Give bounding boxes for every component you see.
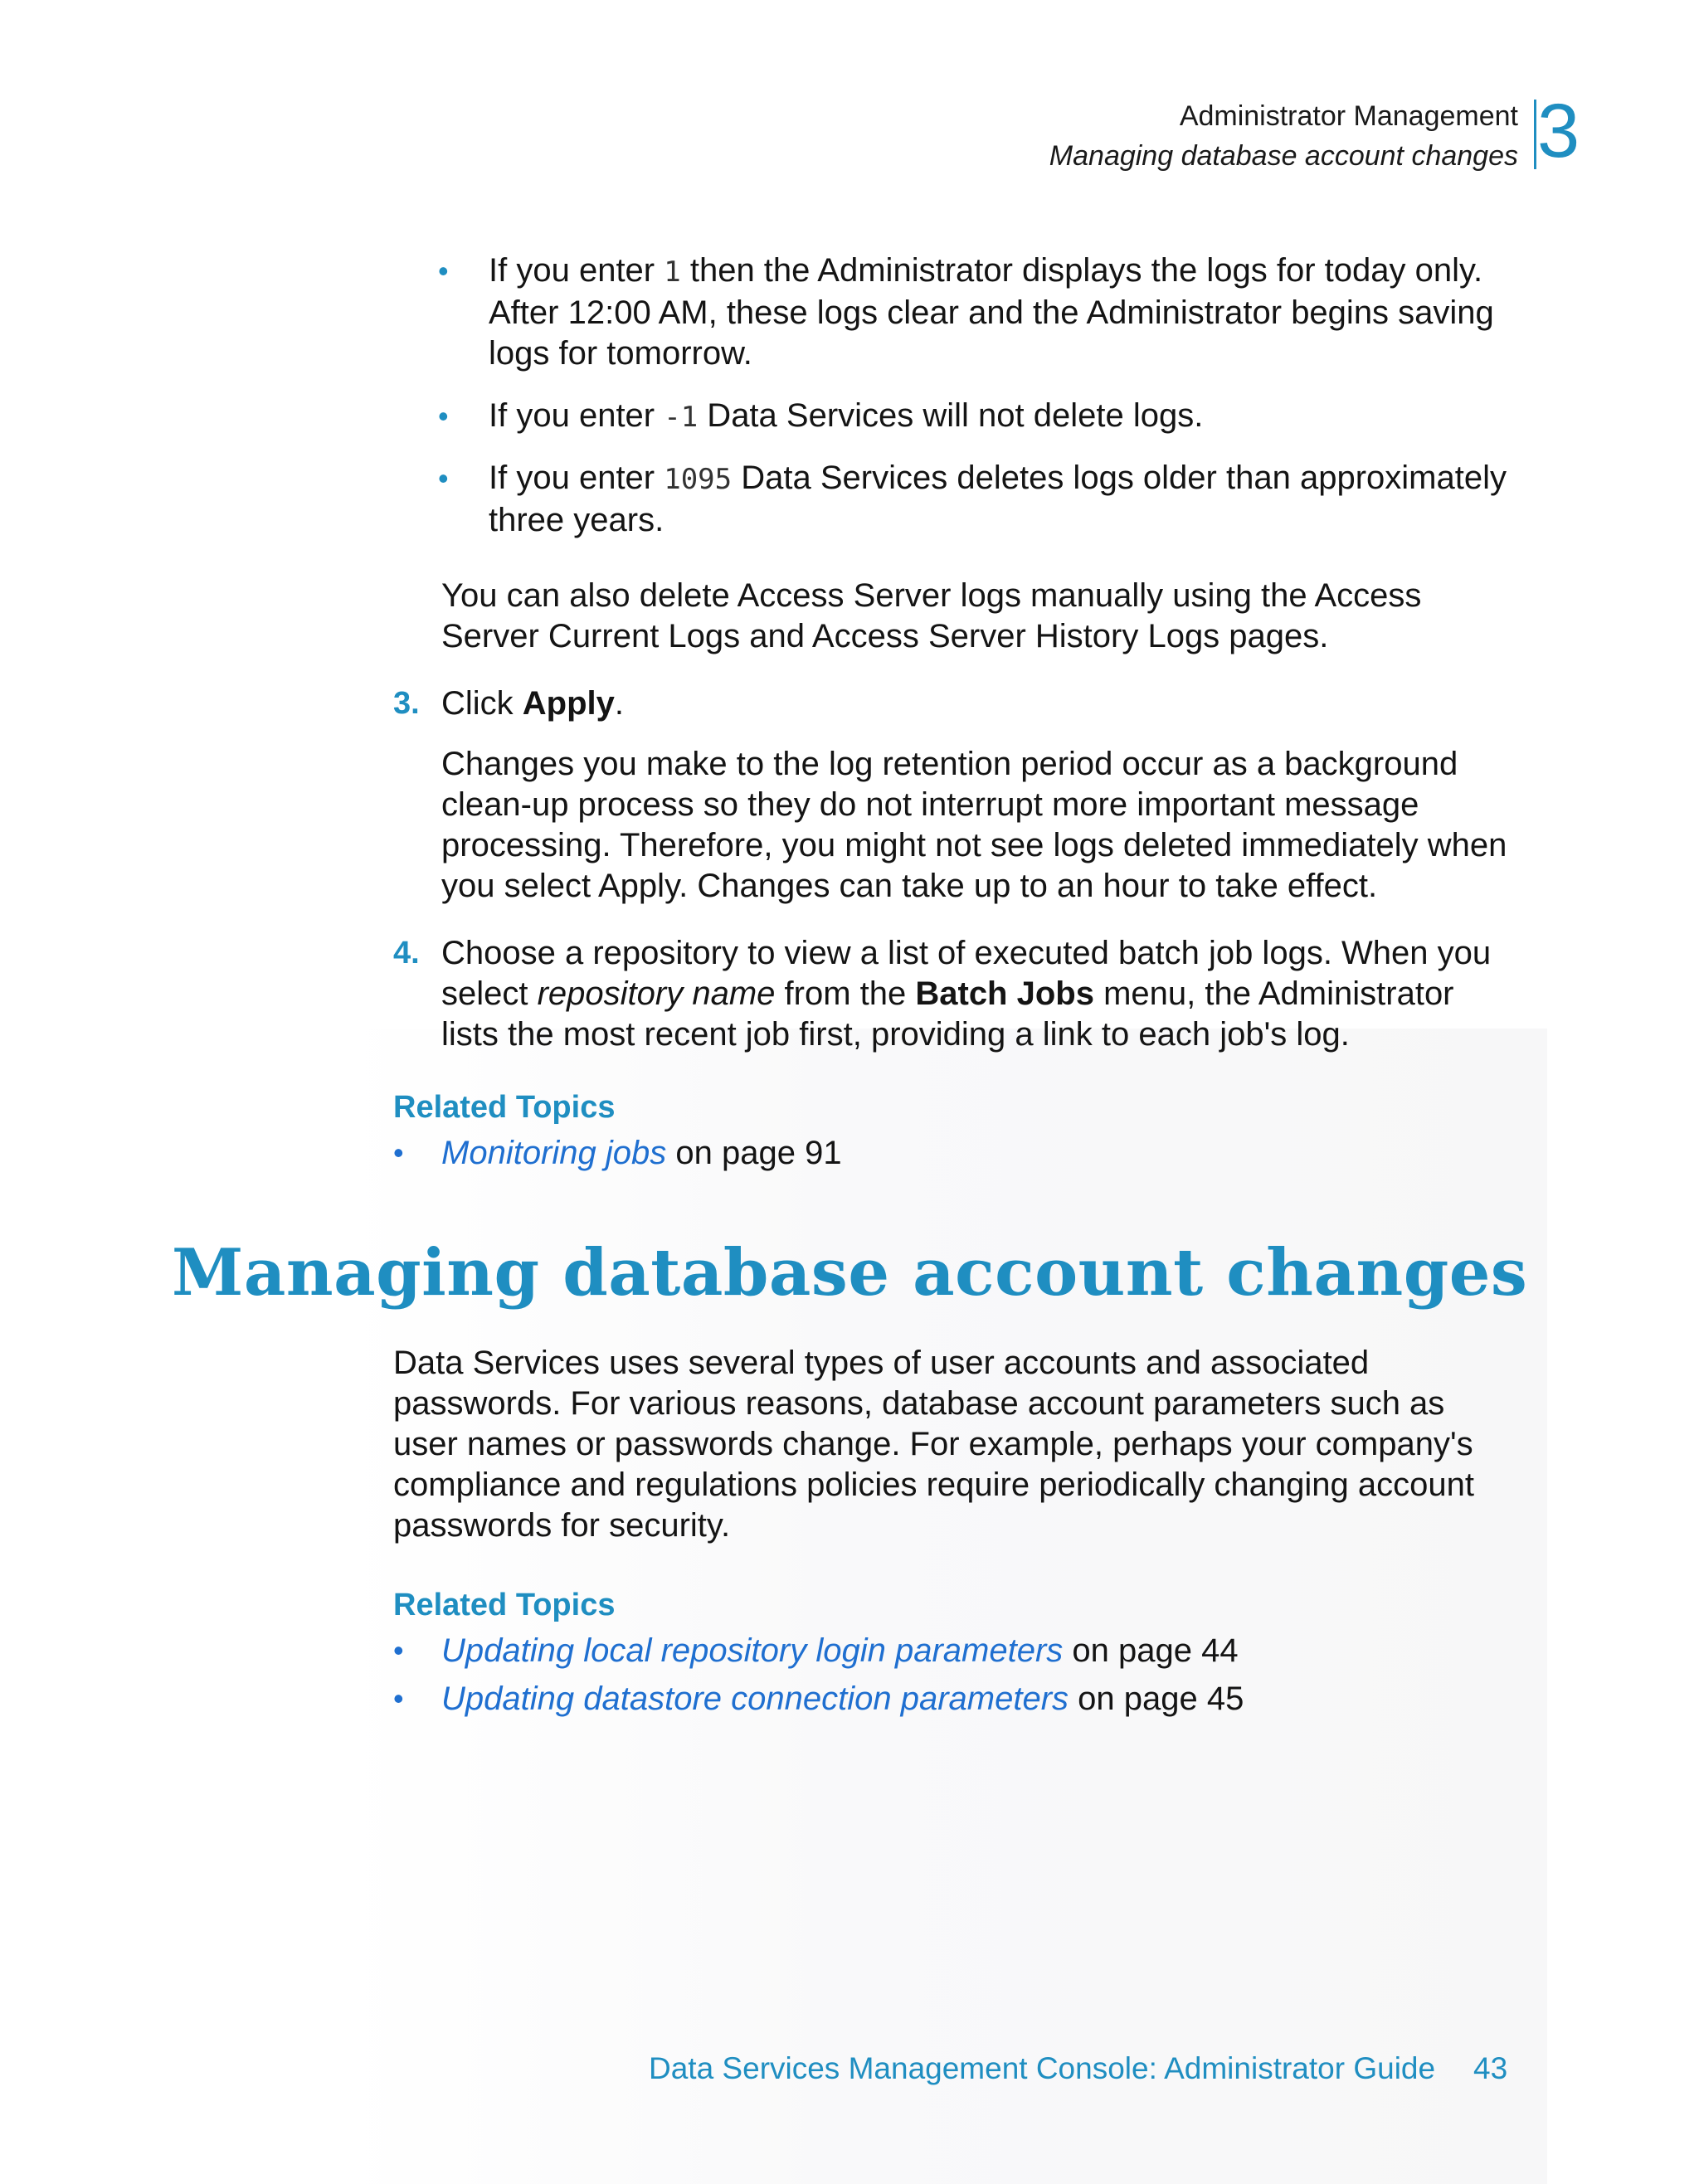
step-3-note: Changes you make to the log retention period occur as a background clean-up process so they do not interrupt more important message processing. Therefore, you might not see logs deleted immediately when you select Apply. Changes can take up to an hour to take effect.	[441, 746, 1507, 904]
related-topics-heading: Related Topics	[393, 1588, 616, 1622]
section-title: Managing database account changes	[1049, 140, 1518, 172]
section-heading: Managing database account changes	[172, 1235, 1528, 1311]
code-value: 1	[664, 255, 681, 289]
bullet-glyph: •	[438, 399, 449, 433]
related-link-item: Updating datastore connection parameters on page 45	[441, 1681, 1244, 1717]
footer-page-number: 43	[1473, 2051, 1508, 2085]
bullet-glyph: •	[393, 1681, 404, 1715]
list-item: If you enter 1 then the Administrator displays the logs for today only. After 12:00 AM, these logs clear and the Administrator begins saving logs for tomorrow.	[489, 252, 1494, 372]
step-3-text: Click Apply.	[441, 685, 625, 722]
bullet-glyph: •	[393, 1633, 404, 1667]
code-value: 1095	[664, 463, 733, 496]
footer-guide-title: Data Services Management Console: Administrator Guide	[649, 2051, 1436, 2085]
running-header	[1049, 96, 1518, 176]
section-body: Data Services uses several types of user accounts and associated passwords. For various reasons, database account parameters such as user names or passwords change. For example, perhaps your company's compliance and regulations policies require periodically changing account passwords for security.	[393, 1345, 1475, 1544]
related-topics-heading: Related Topics	[393, 1090, 616, 1125]
bullet-glyph: •	[438, 254, 449, 288]
step-number: 3.	[393, 686, 420, 721]
chapter-number: 3	[1537, 89, 1580, 173]
step-4-text: Choose a repository to view a list of executed batch job logs. When you select repository name from the Batch Jobs menu, the Administrator lists the most recent job first, providing a link to each job's log.	[441, 935, 1492, 1053]
monitoring-jobs-link[interactable]: Monitoring jobs	[441, 1135, 667, 1171]
update-repo-login-link[interactable]: Updating local repository login parameters	[441, 1632, 1064, 1669]
related-link-item: Updating local repository login parameters on page 44	[441, 1632, 1239, 1669]
code-value: -1	[664, 401, 699, 434]
chapter-divider	[1534, 100, 1536, 169]
list-item: If you enter -1 Data Services will not delete logs.	[489, 397, 1204, 434]
apply-label: Apply	[522, 685, 615, 722]
update-datastore-link[interactable]: Updating datastore connection parameters	[441, 1681, 1069, 1717]
list-item: If you enter 1095 Data Services deletes logs older than approximately three years.	[489, 460, 1507, 538]
manual-delete-note: You can also delete Access Server logs manually using the Access Server Current Logs and Access Server History Logs pages.	[441, 577, 1422, 654]
step-number: 4.	[393, 936, 420, 970]
bullet-glyph: •	[393, 1136, 404, 1170]
bullet-glyph: •	[438, 461, 449, 495]
chapter-title: Administrator Management	[1179, 100, 1518, 132]
related-link-item: Monitoring jobs on page 91	[441, 1135, 842, 1171]
